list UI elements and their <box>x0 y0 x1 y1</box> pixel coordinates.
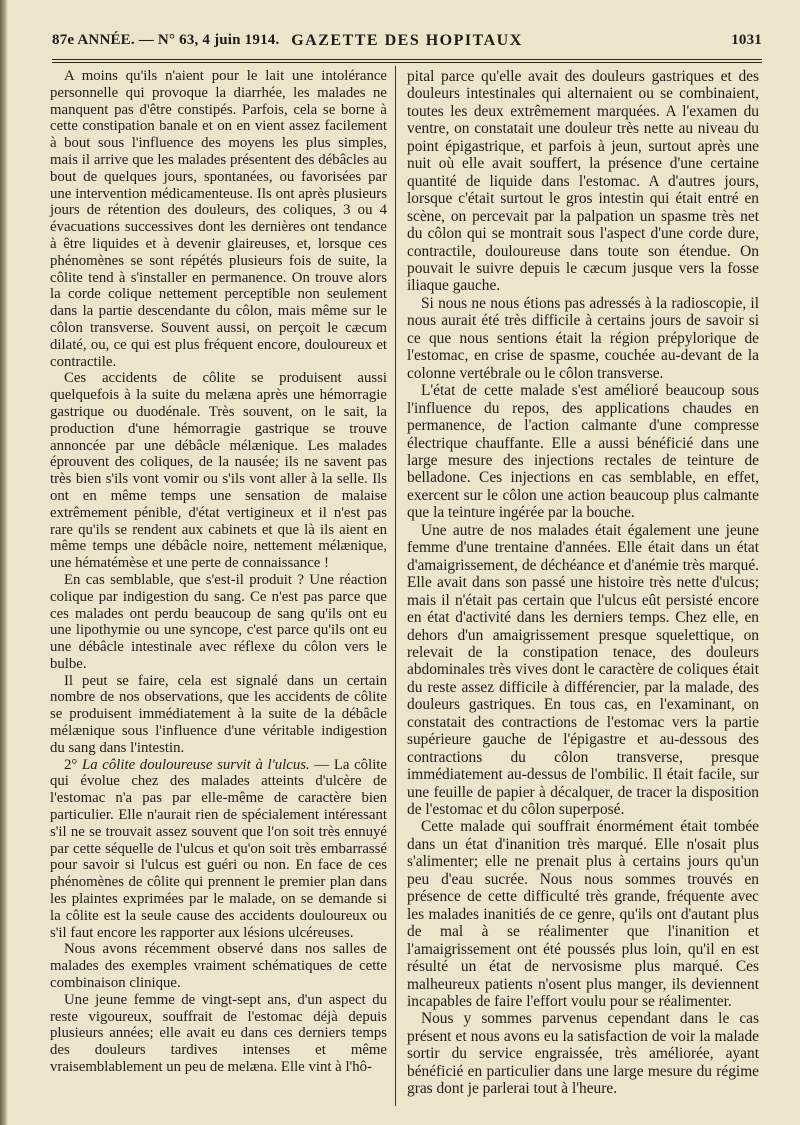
paragraph: L'état de cette malade s'est amélioré beaucoup sous l'influence du repos, des applications chaudes en permanence, de l'action calmante d'une compresse électrique chauffante. Elle a aussi bénéficié dans une large mesure des injections rectales de teinture de belladone. Ces injections en cas semblable, en effet, exercent sur le côlon une action beaucoup plus calmante que la teinture ingérée par la bouche. <box>407 382 759 522</box>
section-text: — La côlite qui évolue chez des malades atteints d'ulcère de l'estomac n'a pas par elle-même de caractère bien particulier. Elle n'aurait rien de spécialement intéressant s'il ne se trouvait assez souvent que l'on soit très ennuyé par cette séquelle de l'ulcus et qu'on soit très embarrassé pour savoir si l'ulcus est guéri ou non. En face de ces phénomènes de côlite qui prennent le premier plan dans les plaintes exprimées par le malade, on se demande si la côlite est la seule cause des accidents douloureux ou s'il faut encore les rapporter aux lésions ulcéreuses. <box>50 756 387 941</box>
column-divider <box>395 66 396 1106</box>
paragraph-continued: pital parce qu'elle avait des douleurs gastriques et des douleurs intestinales qui alternaient ou se combinaient, toutes les deux extrêmement marquées. A l'examen du ventre, on constatait une douleur très nette au niveau du point épigastrique, et parfois à jeun, surtout après une nuit où elle avait souffert, la présence d'une certaine quantité de liquide dans l'estomac. A d'autres jours, lorsque c'était surtout le gros intestin qui était entré en scène, on percevait par la palpation un spasme très net du côlon qui se montrait sous l'aspect d'une corde dure, contractile, douloureuse dans toute son étendue. On pouvait le suivre depuis le cæcum jusque vers la fosse iliaque gauche. <box>407 68 759 295</box>
paragraph: Il peut se faire, cela est signalé dans un certain nombre de nos observations, que les accidents de côlite se produisent immédiatement à la suite de la débâcle mélænique sous l'influence d'une véritable indigestion du sang dans l'intestin. <box>50 672 387 756</box>
right-column <box>407 68 759 1098</box>
header-rule-top <box>52 59 762 60</box>
paragraph: Une jeune femme de vingt-sept ans, d'un aspect du reste vigoureux, souffrait de l'estomac déjà depuis plusieurs années; elle avait eu dans ces derniers temps des douleurs tardives intenses et même vraisemblablement un peu de melæna. Elle vint à l'hô- <box>50 991 387 1076</box>
paragraph: En cas semblable, que s'est-il produit ? Une réaction colique par indigestion du sang. Ce n'est pas parce que ces malades ont perdu beaucoup de sang qu'ils ont eu une lipothymie ou une syncope, c'est parce qu'ils ont eu une débâcle intestinale avec réflexe du côlon vers le bulbe. <box>50 571 387 672</box>
page-number: 1031 <box>731 32 762 48</box>
issue-info: 87e ANNÉE. — N° 63, 4 juin 1914. <box>52 32 280 48</box>
paragraph: A moins qu'ils n'aient pour le lait une intolérance personnelle qui provoque la diarrhée, les malades ne manquent pas d'être constipés. Parfois, cela se borne à cette constipation banale et on en vient assez facilement à bout sous l'influence des moyens les plus simples, mais il arrive que les malades présentent des débâcles au bout de quelques jours, spontanées, ou favorisées par une intervention médicamenteuse. Ils ont après plusieurs jours de rétention des douleurs, des coliques, 3 ou 4 évacuations successives dont les dernières ont tendance à être liquides et à devenir glaireuses, et, lorsque ces phénomènes se sont répétés plusieurs fois de suite, la côlite tend à s'installer en permanence. On trouve alors la corde colique nettement perceptible non seulement dans la partie descendante du côlon, mais même sur le côlon transverse. Souvent aussi, on perçoit le cæcum dilaté, ou, ce qui est plus fréquent encore, douloureux et contractile. <box>50 68 387 370</box>
header-rule-bottom <box>52 62 762 63</box>
section-number: 2° <box>64 756 82 773</box>
paragraph: Une autre de nos malades était également une jeune femme d'une trentaine d'années. Elle était dans un état d'amaigrissement, de déchéance et d'anémie très marqué. Elle avait dans son passé une histoire très nette d'ulcus; mais il n'était pas certain que l'ulcus eût persisté encore en état d'activité dans les derniers temps. Chez elle, en dehors d'un amaigrissement presque squelettique, on relevait de la constipation tenace, des douleurs abdominales très vives dont le caractère de coliques était du reste assez difficile à différencier, par la malade, des douleurs gastriques. En tous cas, en l'examinant, on constatait des contractions de l'estomac vers la partie supérieure gauche de l'épigastre et au-dessous des contractions du côlon transverse, presque immédiatement au-dessus de l'ombilic. Il était facile, sur une feuille de papier à décalquer, de tracer la disposition de l'estomac et du côlon superposé. <box>407 521 759 819</box>
paragraph-section-2 <box>50 757 387 942</box>
page-binding-edge <box>0 0 8 1125</box>
section-heading: La côlite douloureuse survit à l'ulcus. <box>81 756 310 773</box>
paragraph: Ces accidents de côlite se produisent aussi quelquefois à la suite du melæna après une hémorragie gastrique ou duodénale. Très souvent, on le sait, la production d'une hémorragie gastrique se trouve annoncée par une débâcle mélænique. Les malades éprouvent des coliques, de la nausée; ils ne savent pas très bien s'ils vont vomir ou s'ils vont aller à la selle. Ils ont en même temps une sensation de malaise extrêmement pénible, d'état vertigineux et il n'est pas rare qu'ils se rendent aux cabinets et que là ils aient en même temps une débâcle noire, nettement mélænique, une hématémèse et une perte de connaissance ! <box>50 370 387 572</box>
paragraph: Nous y sommes parvenus cependant dans le cas présent et nous avons eu la satisfaction de voir la malade sortir du service engraissée, très améliorée, ayant bénéficié en particulier dans une large mesure du régime gras dont je parlerai tout à l'heure. <box>407 1010 759 1098</box>
paragraph: Si nous ne nous étions pas adressés à la radioscopie, il nous aurait été très difficile à certains jours de savoir si ce que nous sentions était la région prépylorique de l'estomac, en crise de spasme, couchée au-devant de la colonne vertébrale ou le côlon transverse. <box>407 294 759 382</box>
left-column <box>50 68 387 1076</box>
paragraph: Nous avons récemment observé dans nos salles de malades des exemples vraiment schématiques de cette combinaison clinique. <box>50 941 387 992</box>
paragraph: Cette malade qui souffrait énormément était tombée dans un état d'inanition très marqué. Elle n'osait plus s'alimenter; elle ne prenait plus à certains jours qu'un peu d'eau sucrée. Nous nous sommes trouvés en présence de cette difficulté très grande, fréquente avec les malades inanitiés de ce genre, qu'ils ont d'autant plus de mal à se réalimenter que l'inanition et l'amaigrissement ont été poussés plus loin, qu'il en est résulté un état de nervosisme plus marqué. Ces malheureux patients n'osent plus manger, ils deviennent incapables de faire l'effort voulu pour se réalimenter. <box>407 818 759 1011</box>
page-header <box>52 30 762 54</box>
journal-title: GAZETTE DES HOPITAUX <box>291 32 523 49</box>
